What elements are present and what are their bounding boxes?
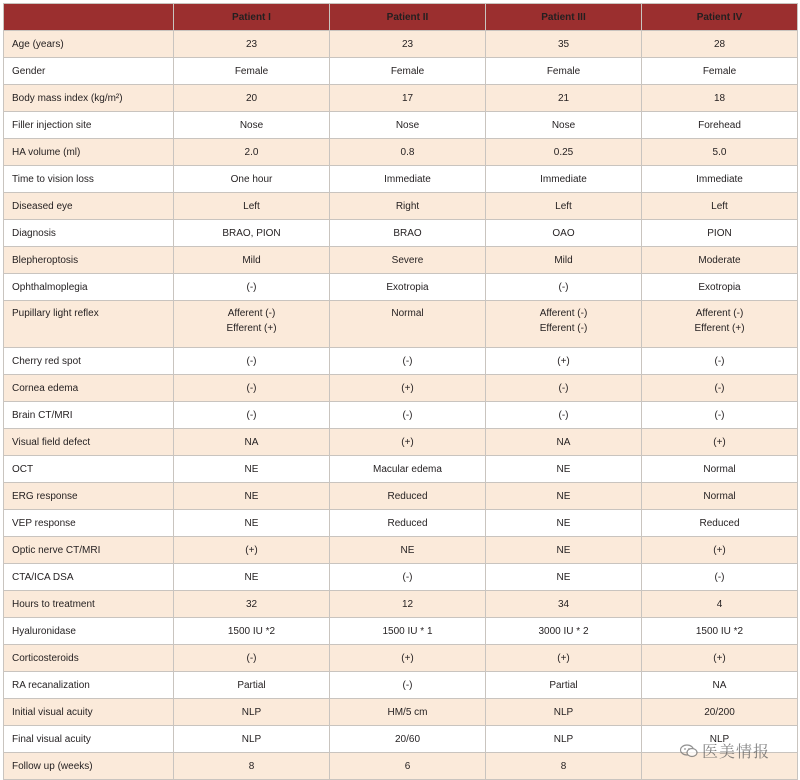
- cell-line: Efferent (+): [694, 323, 745, 334]
- table-row: [4, 402, 798, 429]
- header-corner: [4, 4, 174, 31]
- table-cell: 35: [486, 31, 642, 58]
- table-row: [4, 483, 798, 510]
- row-label: CTA/ICA DSA: [4, 564, 174, 591]
- row-label: Corticosteroids: [4, 645, 174, 672]
- table-cell: NE: [330, 537, 486, 564]
- row-label: Hours to treatment: [4, 591, 174, 618]
- table-cell: 32: [174, 591, 330, 618]
- table-cell: NLP: [486, 699, 642, 726]
- row-label: Age (years): [4, 31, 174, 58]
- table-cell: NE: [174, 510, 330, 537]
- table-cell: (+): [330, 645, 486, 672]
- table-cell: 12: [330, 591, 486, 618]
- table-cell: NA: [174, 429, 330, 456]
- table-cell: Female: [174, 58, 330, 85]
- table-row: [4, 85, 798, 112]
- clinical-data-table: [3, 3, 798, 780]
- table-cell: NLP: [174, 699, 330, 726]
- header-patient-iii: Patient III: [486, 4, 642, 31]
- row-label: Visual field defect: [4, 429, 174, 456]
- table-row: [4, 510, 798, 537]
- table-cell: (-): [486, 402, 642, 429]
- table-cell: (+): [642, 429, 798, 456]
- table-row: [4, 753, 798, 780]
- table-row: [4, 166, 798, 193]
- table-cell: (-): [642, 402, 798, 429]
- table-row: [4, 301, 798, 348]
- table-cell: 1500 IU * 1: [330, 618, 486, 645]
- table-cell: (-): [330, 672, 486, 699]
- table-cell: BRAO: [330, 220, 486, 247]
- table-cell: NE: [486, 564, 642, 591]
- table-cell: NE: [174, 483, 330, 510]
- table-cell: Mild: [174, 247, 330, 274]
- row-label: Ophthalmoplegia: [4, 274, 174, 301]
- table-cell: NE: [486, 456, 642, 483]
- table-row: [4, 618, 798, 645]
- table-row: [4, 58, 798, 85]
- table-cell: OAO: [486, 220, 642, 247]
- table-cell: 5.0: [642, 139, 798, 166]
- table-cell: [642, 301, 798, 348]
- table-row: [4, 429, 798, 456]
- table-cell: Left: [174, 193, 330, 220]
- cell-line: Afferent (-): [539, 308, 588, 319]
- header-patient-ii: Patient II: [330, 4, 486, 31]
- table-cell: 8: [174, 753, 330, 780]
- cell-line: Efferent (-): [539, 323, 588, 334]
- cell-line: Normal: [391, 308, 424, 319]
- table-cell: NE: [174, 564, 330, 591]
- table-row: [4, 348, 798, 375]
- table-cell: BRAO, PION: [174, 220, 330, 247]
- table-cell: NE: [486, 537, 642, 564]
- table-cell: 6: [330, 753, 486, 780]
- row-label: Final visual acuity: [4, 726, 174, 753]
- row-label: Filler injection site: [4, 112, 174, 139]
- table-cell: Immediate: [642, 166, 798, 193]
- table-cell: 34: [486, 591, 642, 618]
- table-cell: (-): [174, 402, 330, 429]
- table-cell: Immediate: [330, 166, 486, 193]
- table-cell: 0.8: [330, 139, 486, 166]
- table-cell: (-): [330, 348, 486, 375]
- cell-line: Afferent (-): [227, 308, 276, 319]
- table-cell: 2.0: [174, 139, 330, 166]
- table-cell: HM/5 cm: [330, 699, 486, 726]
- row-label: Blepheroptosis: [4, 247, 174, 274]
- table-cell: 1500 IU *2: [174, 618, 330, 645]
- table-cell: (-): [642, 375, 798, 402]
- table-cell: (-): [174, 645, 330, 672]
- table-cell: [486, 301, 642, 348]
- table-cell: 0.25: [486, 139, 642, 166]
- table-cell: (-): [174, 274, 330, 301]
- table-cell: Reduced: [642, 510, 798, 537]
- table-row: [4, 537, 798, 564]
- table-cell: NA: [642, 672, 798, 699]
- table-cell: 23: [174, 31, 330, 58]
- table-cell: PION: [642, 220, 798, 247]
- table-cell: [174, 301, 330, 348]
- table-row: [4, 274, 798, 301]
- table-cell: Macular edema: [330, 456, 486, 483]
- table-cell: (-): [642, 564, 798, 591]
- table-header-row: [4, 4, 798, 31]
- table-cell: (+): [330, 375, 486, 402]
- table-cell: Reduced: [330, 510, 486, 537]
- table-cell: Left: [642, 193, 798, 220]
- table-cell: Severe: [330, 247, 486, 274]
- table-cell: (+): [486, 348, 642, 375]
- wechat-icon: [680, 744, 698, 758]
- table-cell: Nose: [174, 112, 330, 139]
- watermark: [680, 739, 770, 762]
- table-cell: 8: [486, 753, 642, 780]
- table-cell: (-): [486, 375, 642, 402]
- table-cell: NLP: [174, 726, 330, 753]
- table-cell: Partial: [174, 672, 330, 699]
- table-row: [4, 591, 798, 618]
- table-cell: Partial: [486, 672, 642, 699]
- table-cell: Nose: [486, 112, 642, 139]
- table-cell: One hour: [174, 166, 330, 193]
- table-cell: (+): [486, 645, 642, 672]
- row-label: VEP response: [4, 510, 174, 537]
- cell-line: Afferent (-): [695, 308, 744, 319]
- table-cell: NLP: [486, 726, 642, 753]
- table-cell: 1500 IU *2: [642, 618, 798, 645]
- table-cell: 20/200: [642, 699, 798, 726]
- table-row: [4, 139, 798, 166]
- header-patient-i: Patient I: [174, 4, 330, 31]
- table-cell: Forehead: [642, 112, 798, 139]
- row-label: Body mass index (kg/m²): [4, 85, 174, 112]
- table-cell: Reduced: [330, 483, 486, 510]
- table-row: [4, 699, 798, 726]
- table-row: [4, 31, 798, 58]
- table-cell: 18: [642, 85, 798, 112]
- row-label: Follow up (weeks): [4, 753, 174, 780]
- table-cell: Female: [330, 58, 486, 85]
- table-cell: (+): [330, 429, 486, 456]
- table-cell: NE: [486, 483, 642, 510]
- row-label: Initial visual acuity: [4, 699, 174, 726]
- table-cell: 4: [642, 591, 798, 618]
- table-row: [4, 112, 798, 139]
- table-row: [4, 220, 798, 247]
- table-cell: 20: [174, 85, 330, 112]
- table-row: [4, 247, 798, 274]
- table-cell: (+): [174, 537, 330, 564]
- table-row: [4, 645, 798, 672]
- table-cell: 23: [330, 31, 486, 58]
- table-body: [4, 31, 798, 780]
- table-cell: Mild: [486, 247, 642, 274]
- header-patient-iv: Patient IV: [642, 4, 798, 31]
- table-row: [4, 193, 798, 220]
- table-cell: Female: [486, 58, 642, 85]
- table-row: [4, 672, 798, 699]
- table-cell: 20/60: [330, 726, 486, 753]
- row-label: Pupillary light reflex: [4, 301, 174, 348]
- row-label: HA volume (ml): [4, 139, 174, 166]
- table-cell: Immediate: [486, 166, 642, 193]
- table-cell: NE: [486, 510, 642, 537]
- row-label: Cornea edema: [4, 375, 174, 402]
- row-label: Diseased eye: [4, 193, 174, 220]
- row-label: Cherry red spot: [4, 348, 174, 375]
- table-row: [4, 456, 798, 483]
- table-cell: (-): [330, 564, 486, 591]
- table-cell: (+): [642, 537, 798, 564]
- table-row: [4, 375, 798, 402]
- table-cell: (-): [174, 375, 330, 402]
- row-label: Time to vision loss: [4, 166, 174, 193]
- table-cell: Normal: [642, 456, 798, 483]
- table-cell: 21: [486, 85, 642, 112]
- row-label: Hyaluronidase: [4, 618, 174, 645]
- table-cell: [330, 301, 486, 348]
- row-label: Brain CT/MRI: [4, 402, 174, 429]
- cell-line: Efferent (+): [226, 323, 277, 334]
- table-cell: (-): [174, 348, 330, 375]
- row-label: OCT: [4, 456, 174, 483]
- table-cell: Female: [642, 58, 798, 85]
- table-cell: NE: [174, 456, 330, 483]
- table-cell: 28: [642, 31, 798, 58]
- table-cell: 3000 IU * 2: [486, 618, 642, 645]
- table-cell: Right: [330, 193, 486, 220]
- table-cell: (-): [330, 402, 486, 429]
- watermark-text: 医美情报: [701, 744, 770, 761]
- table-cell: NA: [486, 429, 642, 456]
- table-row: [4, 726, 798, 753]
- table-cell: (+): [642, 645, 798, 672]
- table-cell: Nose: [330, 112, 486, 139]
- table-cell: (-): [642, 348, 798, 375]
- table-cell: Exotropia: [330, 274, 486, 301]
- table-cell: NLP: [642, 726, 798, 753]
- row-label: Optic nerve CT/MRI: [4, 537, 174, 564]
- table-cell: Moderate: [642, 247, 798, 274]
- table-cell: Normal: [642, 483, 798, 510]
- table-cell: Exotropia: [642, 274, 798, 301]
- table-cell: Left: [486, 193, 642, 220]
- table-cell: (-): [486, 274, 642, 301]
- row-label: ERG response: [4, 483, 174, 510]
- table-row: [4, 564, 798, 591]
- row-label: Gender: [4, 58, 174, 85]
- table-cell: 17: [330, 85, 486, 112]
- row-label: RA recanalization: [4, 672, 174, 699]
- row-label: Diagnosis: [4, 220, 174, 247]
